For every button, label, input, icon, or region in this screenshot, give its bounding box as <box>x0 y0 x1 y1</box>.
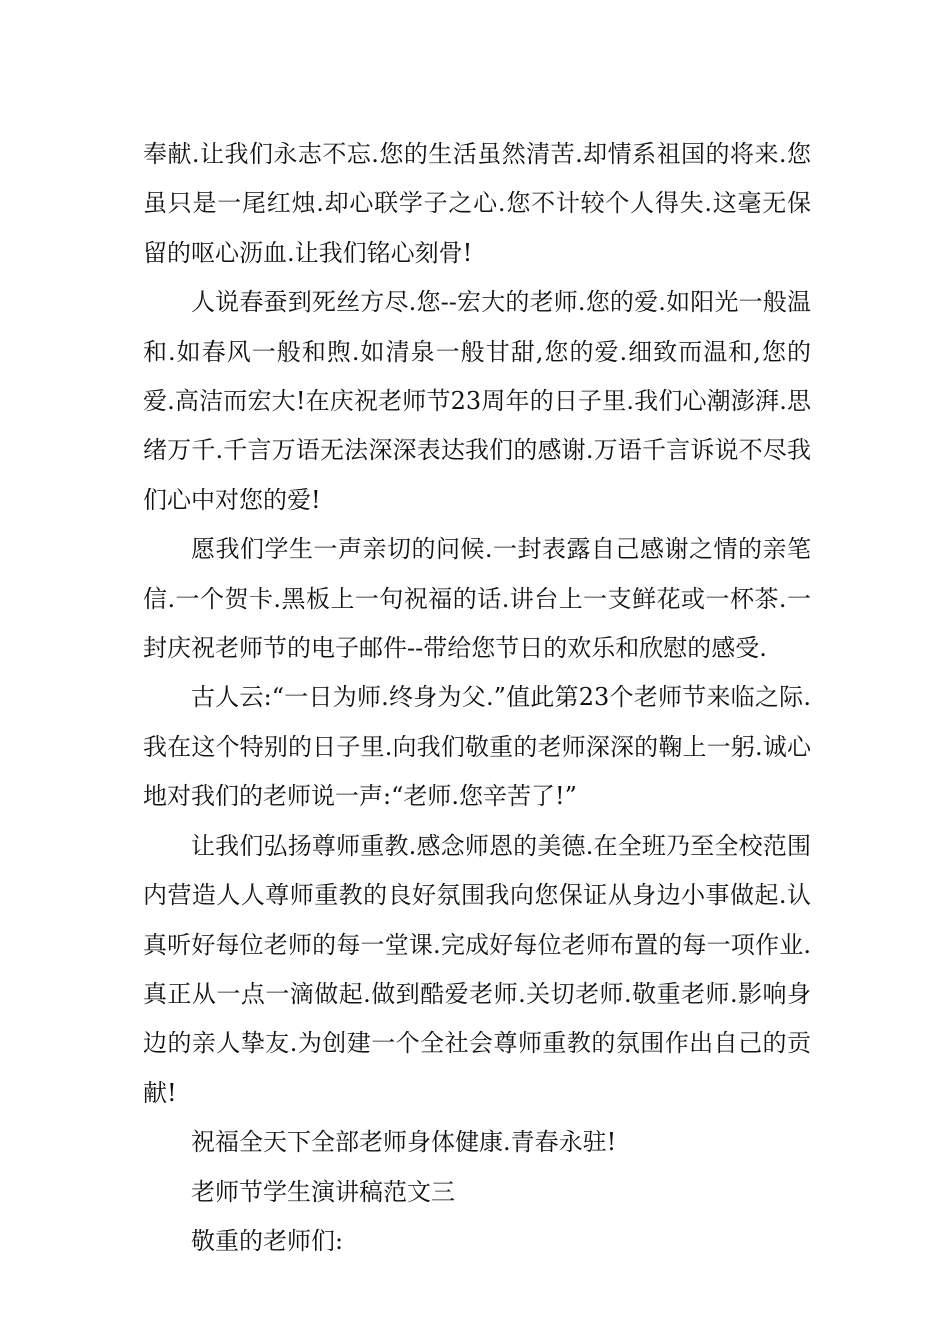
document-body <box>143 130 811 1266</box>
paragraph-promise: 让我们弘扬尊师重教.感念师恩的美德.在全班乃至全校范围内营造人人尊师重教的良好氛围我向您保证从身边小事做起.认真听好每位老师的每一堂课.完成好每位老师布置的每一项作业.真正从一点一滴做起.做到酷爱老师.关切老师.敬重老师.影响身边的亲人挚友.为创建一个全社会尊师重教的氛围作出自己的贡献! <box>143 831 811 1107</box>
paragraph-silkworm: 人说春蚕到死丝方尽.您--宏大的老师.您的爱.如阳光一般温和.如春风一般和煦.如清泉一般甘甜,您的爱.细致而温和,您的爱.高洁而宏大!在庆祝老师节23周年的日子里.我们心潮澎湃.思绪万千.千言万语无法深深表达我们的感谢.万语千言诉说不尽我们心中对您的爱! <box>143 288 811 514</box>
paragraph-greetings: 愿我们学生一声亲切的问候.一封表露自己感谢之情的亲笔信.一个贺卡.黑板上一句祝福的话.讲台上一支鲜花或一杯茶.一封庆祝老师节的电子邮件--带给您节日的欢乐和欣慰的感受. <box>143 535 811 663</box>
paragraph-blessing: 祝福全天下全部老师身体健康.青春永驻! <box>191 1128 617 1157</box>
salutation: 敬重的老师们: <box>191 1226 344 1255</box>
section-heading: 老师节学生演讲稿范文三 <box>191 1177 455 1206</box>
paragraph-ancient-saying: 古人云:“一日为师.终身为父.”值此第23个老师节来临之际.我在这个特别的日子里.向我们敬重的老师深深的鞠上一躬.诚心地对我们的老师说一声:“老师.您辛苦了!” <box>143 683 811 811</box>
paragraph-continuation: 奉献.让我们永志不忘.您的生活虽然清苦.却情系祖国的将来.您虽只是一尾红烛.却心联学子之心.您不计较个人得失.这毫无保留的呕心沥血.让我们铭心刻骨! <box>143 140 811 267</box>
